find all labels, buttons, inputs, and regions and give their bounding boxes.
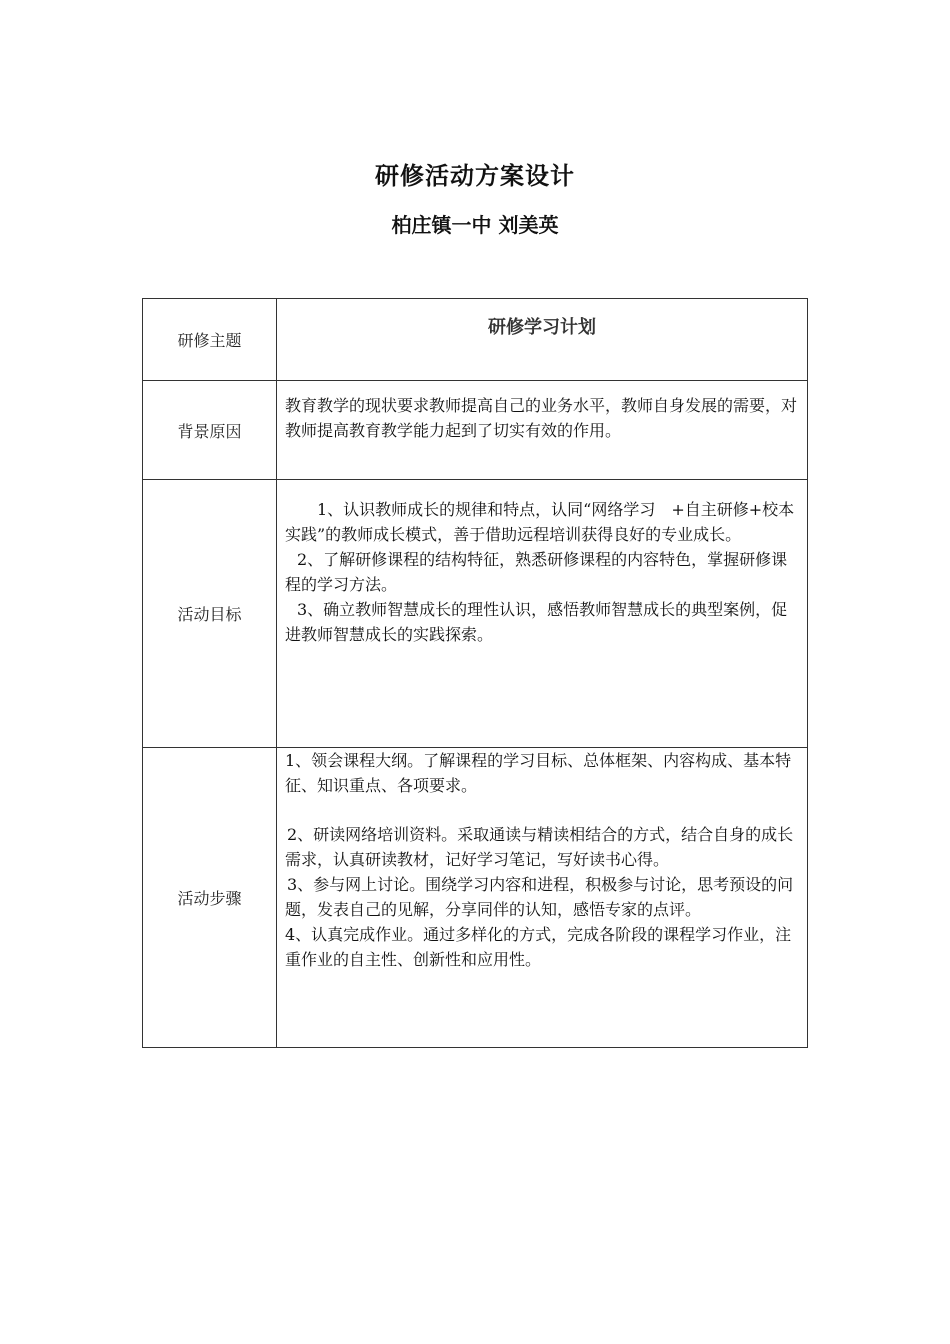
row-label-background: 背景原因	[143, 381, 277, 480]
goal-item: 1、认识教师成长的规律和特点，认同“网络学习 +自主研修+校本实践”的教师成长模式，善于借助远程培训获得良好的专业成长。	[285, 500, 795, 544]
row-content-topic	[277, 299, 808, 381]
step-item: 1、领会课程大纲。了解课程的学习目标、总体框架、内容构成、基本特征、知识重点、各项要求。	[285, 751, 792, 795]
step-item: 2、研读网络培训资料。采取通读与精读相结合的方式，结合自身的成长需求，认真研读教材，记好学习笔记，写好读书心得。	[285, 825, 794, 869]
step-item: 4、认真完成作业。通过多样化的方式，完成各阶段的课程学习作业，注重作业的自主性、创新性和应用性。	[285, 925, 792, 969]
row-content-goals	[277, 480, 808, 748]
table-row-topic	[143, 299, 808, 381]
background-text: 教育教学的现状要求教师提高自己的业务水平，教师自身发展的需要，对教师提高教育教学能力起到了切实有效的作用。	[285, 396, 798, 440]
row-label-steps: 活动步骤	[143, 748, 277, 1048]
topic-text: 研修学习计划	[488, 317, 596, 338]
step-item: 3、参与网上讨论。围绕学习内容和进程，积极参与讨论，思考预设的问题，发表自己的见解，分享同伴的认知，感悟专家的点评。	[285, 875, 794, 919]
row-label-goals: 活动目标	[143, 480, 277, 748]
author-line: 柏庄镇一中 刘美英	[391, 213, 559, 237]
step-spacer	[285, 798, 799, 822]
goal-item: 3、确立教师智慧成长的理性认识，感悟教师智慧成长的典型案例，促进教师智慧成长的实践探索。	[285, 600, 788, 644]
row-content-background	[277, 381, 808, 480]
row-content-steps	[277, 748, 808, 1048]
row-label-topic: 研修主题	[143, 299, 277, 381]
table-row-background	[143, 381, 808, 480]
table-row-goals	[143, 480, 808, 748]
table-row-steps	[143, 748, 808, 1048]
document-title: 研修活动方案设计	[375, 161, 575, 190]
goal-item: 2、了解研修课程的结构特征，熟悉研修课程的内容特色，掌握研修课程的学习方法。	[285, 550, 788, 594]
plan-table	[142, 298, 808, 1048]
